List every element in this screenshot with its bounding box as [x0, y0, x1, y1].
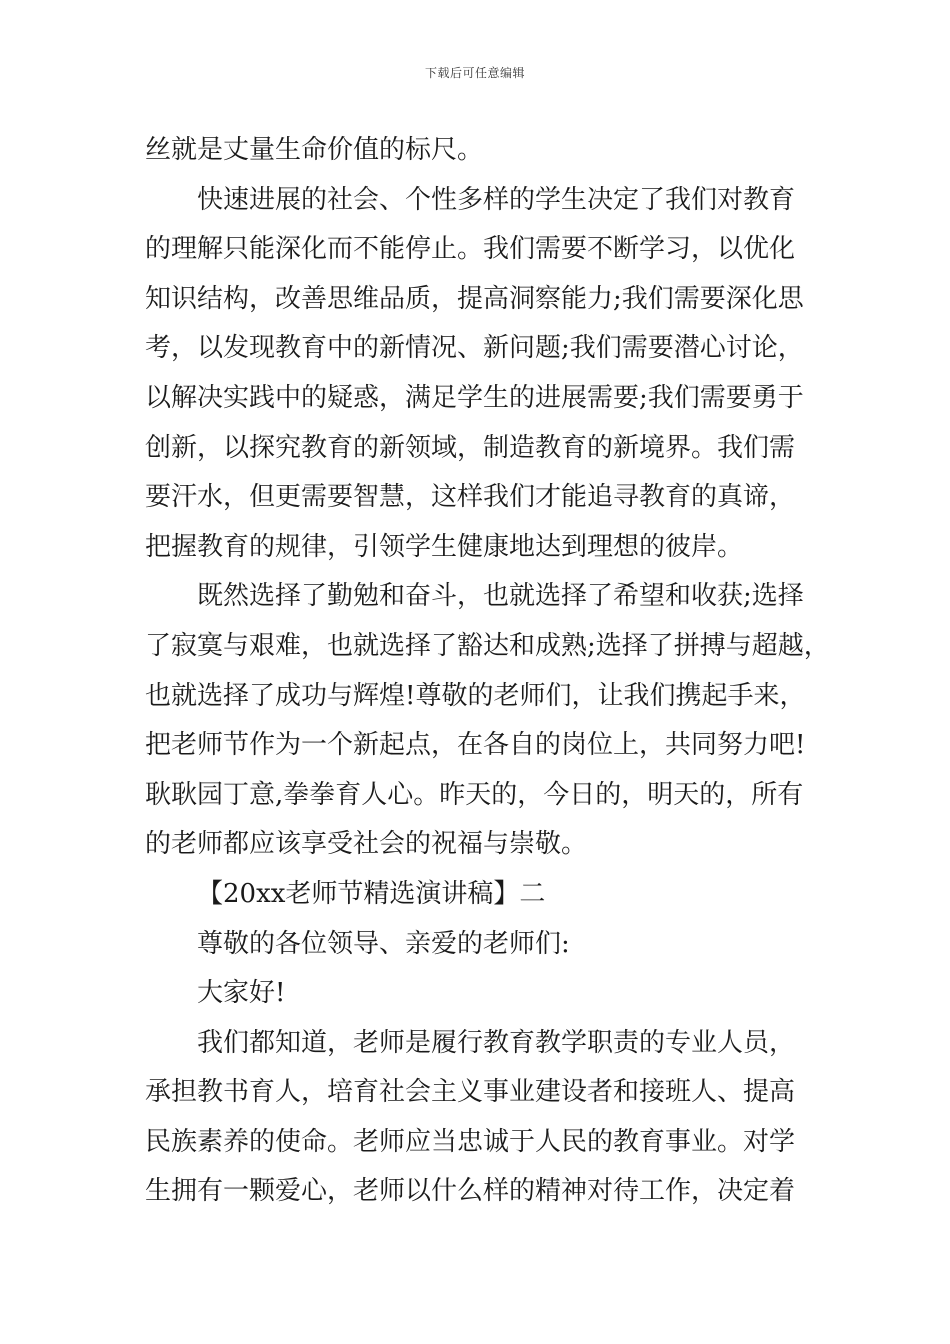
text-line: 知识结构，改善思维品质，提高洞察能力;我们需要深化思: [145, 283, 804, 314]
page-header: 下载后可任意编辑: [424, 66, 525, 80]
text-line: 把老师节作为一个新起点，在各自的岗位上，共同努力吧!: [145, 730, 806, 761]
text-line: 也就选择了成功与辉煌!尊敬的老师们，让我们携起手来，: [145, 680, 806, 711]
text-line: 民族素养的使命。老师应当忠诚于人民的教育事业。对学: [145, 1126, 796, 1157]
text-line: 要汗水，但更需要智慧，这样我们才能追寻教育的真谛，: [145, 482, 796, 513]
text-line: 以解决实践中的疑惑，满足学生的进展需要;我们需要勇于: [145, 382, 804, 413]
text-line: 考，以发现教育中的新情况、新问题;我们需要潜心讨论，: [145, 333, 804, 364]
salutation: 尊敬的各位领导、亲爱的老师们:: [197, 928, 570, 959]
text-line: 了寂寞与艰难，也就选择了豁达和成熟;选择了拼搏与超越，: [145, 630, 830, 661]
greeting: 大家好!: [197, 978, 286, 1009]
text-line: 承担教书育人，培育社会主义事业建设者和接班人、提高: [145, 1077, 796, 1108]
text-line: 既然选择了勤勉和奋斗，也就选择了希望和收获;选择: [197, 581, 804, 612]
text-line: 丝就是丈量生命价值的标尺。: [145, 135, 484, 165]
text-line: 的理解只能深化而不能停止。我们需要不断学习，以优化: [145, 234, 796, 265]
text-line: 创新，以探究教育的新领域，制造教育的新境界。我们需: [145, 432, 796, 463]
section-heading: 【20xx老师节精选演讲稿】二: [197, 878, 546, 909]
text-line: 的老师都应该享受社会的祝福与崇敬。: [145, 829, 588, 860]
text-line: 生拥有一颗爱心，老师以什么样的精神对待工作，决定着: [145, 1176, 796, 1207]
document-body: [145, 126, 830, 1217]
text-line: 把握教育的规律，引领学生健康地达到理想的彼岸。: [145, 531, 744, 562]
text-line: 耿耿园丁意,拳拳育人心。昨天的，今日的，明天的，所有: [145, 779, 804, 810]
text-line: 快速进展的社会、个性多样的学生决定了我们对教育: [197, 184, 796, 215]
text-line: 我们都知道，老师是履行教育教学职责的专业人员，: [197, 1027, 796, 1058]
